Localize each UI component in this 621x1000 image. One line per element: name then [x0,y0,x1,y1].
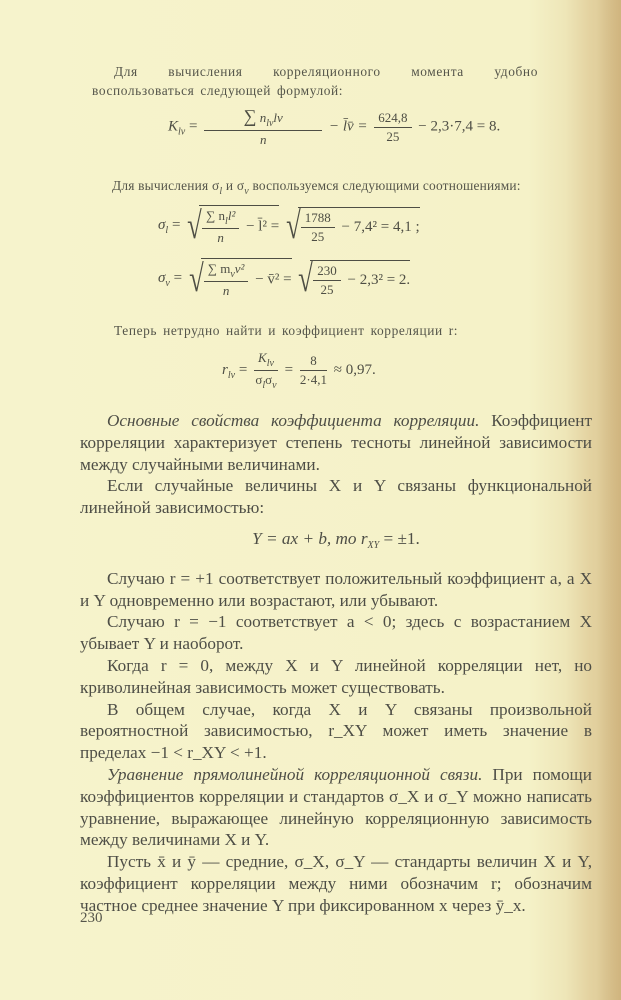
fraction-values: $\frac{624,8}{25}$ [374,110,411,145]
sqrt-icon: √ [187,204,202,247]
page-number: 230 [80,910,103,926]
sqrt-icon: √ [188,257,204,300]
main-text [80,410,592,917]
paragraph-functional: Если случайные величины X и Y связаны функциональной линейной зависимостью: [80,476,592,518]
sigma-intro: Для вычисления $\sigma_l$ и $\sigma_v$ воспользуемся следующими соотношениями: [112,178,521,197]
r-intro: Теперь нетрудно найти и коэффициент корреляции r: [114,323,459,338]
intro-paragraph: Для вычисления корреляционного момента удобно воспользоваться следующей формулой: [92,64,538,98]
sqrt-icon: √ [298,257,314,300]
paragraph-regression-equation: Уравнение прямолинейной корреляционной связи. При помощи коэффициентов корреляции и стандартов σ_X и σ_Y можно написать уравнение, выражающее линейную корреляционную зависимость между величинами X и Y. [80,764,592,850]
paragraph-r-zero: Когда r = 0, между X и Y линейной корреляции нет, но криволинейная зависимость может существовать. [80,655,592,697]
sqrt-icon: √ [286,204,301,247]
formula-correlation-moment: $K_{lv}$ = $\frac{\sum n_{lv}lv}{n}$ − l̄v̄ = $\frac{624,8}{25}$ − 2,3·7,4 = 8. [168,106,501,147]
page-edge-shadow [597,0,621,1000]
paragraph-notation: Пусть x̄ и ȳ — средние, σ_X, σ_Y — стандарты величин X и Y, коэффициент корреляции между ними обозначим r; обозначим частное среднее значение Y при фиксированном x через ȳ_x. [80,852,592,915]
formula-correlation-coefficient: $r_{lv}$ = $\frac{K_{lv}}{\sigma_l\sigma_v}$ = $\frac{8}{2\cdot 4,1}$ ≈ 0,97. [222,350,376,391]
formula-linear: Y = ax + b, то $r_{XY} = \pm 1$. [252,528,420,551]
formula-sigma-l: $\sigma_l$ = √ $\frac{\sum n_ll^2}{n}$ − l̄² = √ $\frac{1788}{25}$ − 7,4² = 4,1 ; [158,204,420,247]
paragraph-r-plus-one: Случаю r = +1 соответствует положительный коэффициент a, а X и Y одновременно или возрастают, или убывают. [80,568,592,610]
fraction-sum: $\frac{\sum n_{lv}lv}{n}$ [204,106,322,148]
paragraph-r-minus-one: Случаю r = −1 соответствует a < 0; здесь с возрастанием X убывает Y и наоборот. [80,612,592,654]
paragraph-general-case: В общем случае, когда X и Y связаны произвольной вероятностной зависимостью, r_XY может иметь значение в пределах −1 < r_XY < +1. [80,699,592,763]
paragraph-properties: Основные свойства коэффициента корреляции. Коэффициент корреляции характеризует степень тесноты линейной зависимости между случайными величинами. [80,411,592,474]
formula-sigma-v: $\sigma_v$ = √ $\frac{\sum m_vv^2}{n}$ − v̄² = √ $\frac{230}{25}$ − 2,3² = 2. [158,257,411,300]
